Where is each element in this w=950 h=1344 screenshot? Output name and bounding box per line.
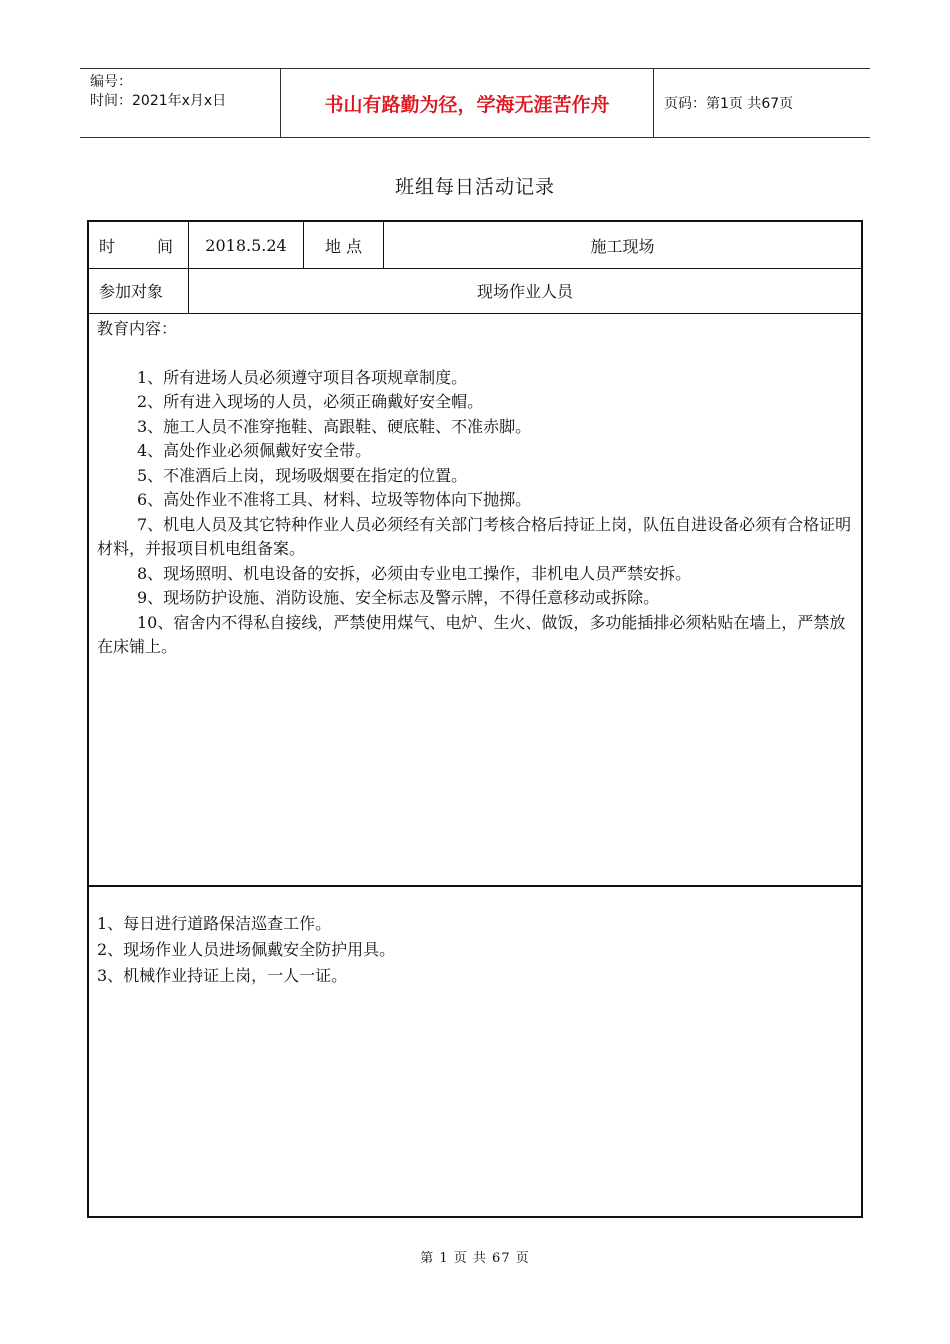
education-content (89, 313, 861, 887)
education-item: 10、宿舍内不得私自接线，严禁使用煤气、电炉、生火、做饭，多功能插排必须粘贴在墙上，严禁放在床铺上。 (97, 612, 846, 656)
page-footer: 第 1 页 共 67 页 (420, 1251, 530, 1266)
page-header (80, 68, 870, 138)
education-item: 9、现场防护设施、消防设施、安全标志及警示牌，不得任意移动或拆除。 (137, 588, 660, 607)
time-place-row (89, 222, 861, 269)
place-value: 施工现场 (590, 236, 655, 256)
education-item: 4、高处作业必须佩戴好安全带。 (137, 441, 372, 460)
place-label: 地 点 (304, 222, 384, 268)
time-label-char: 时 (99, 236, 116, 256)
time-label-cell (89, 222, 189, 268)
education-item: 6、高处作业不准将工具、材料、垃圾等物体向下抛掷。 (137, 490, 532, 509)
education-item: 5、不准酒后上岗，现场吸烟要在指定的位置。 (137, 465, 468, 485)
summary-item: 3、机械作业持证上岗，一人一证。 (97, 966, 348, 985)
education-item: 1、所有进场人员必须遵守项目各项规章制度。 (137, 367, 468, 387)
summary-item: 2、现场作业人员进场佩戴安全防护用具。 (97, 940, 396, 959)
participants-value: 现场作业人员 (476, 282, 573, 301)
document-number-label: 编号： (90, 74, 132, 90)
education-item: 8、现场照明、机电设备的安拆，必须由专业电工操作，非机电人员严禁安拆。 (137, 563, 692, 583)
education-item: 2、所有进入现场的人员，必须正确戴好安全帽。 (137, 392, 484, 411)
education-item: 7、机电人员及其它特种作业人员必须经有关部门考核合格后持证上岗，队伍自进设备必须有合格证明材料，并报项目机电组备案。 (97, 514, 852, 558)
document-date: 时间：2021年x月x日 (90, 93, 227, 109)
participants-label: 参加对象 (89, 268, 189, 313)
summary-section (89, 887, 861, 1216)
activity-record-form (87, 220, 863, 1218)
summary-item: 1、每日进行道路保洁巡查工作。 (97, 914, 332, 933)
education-item: 3、施工人员不准穿拖鞋、高跟鞋、硬底鞋、不准赤脚。 (137, 416, 532, 436)
time-label (99, 234, 173, 257)
time-label-char: 间 (156, 236, 173, 256)
header-meta (80, 69, 281, 137)
header-page-info: 页码：第1页 共67页 (664, 96, 794, 112)
document-title: 班组每日活动记录 (394, 176, 555, 198)
header-motto: 书山有路勤为径，学海无涯苦作舟 (281, 69, 654, 137)
education-heading: 教育内容： (97, 319, 178, 338)
time-value: 2018.5.24 (189, 222, 304, 268)
participants-row (89, 268, 861, 314)
